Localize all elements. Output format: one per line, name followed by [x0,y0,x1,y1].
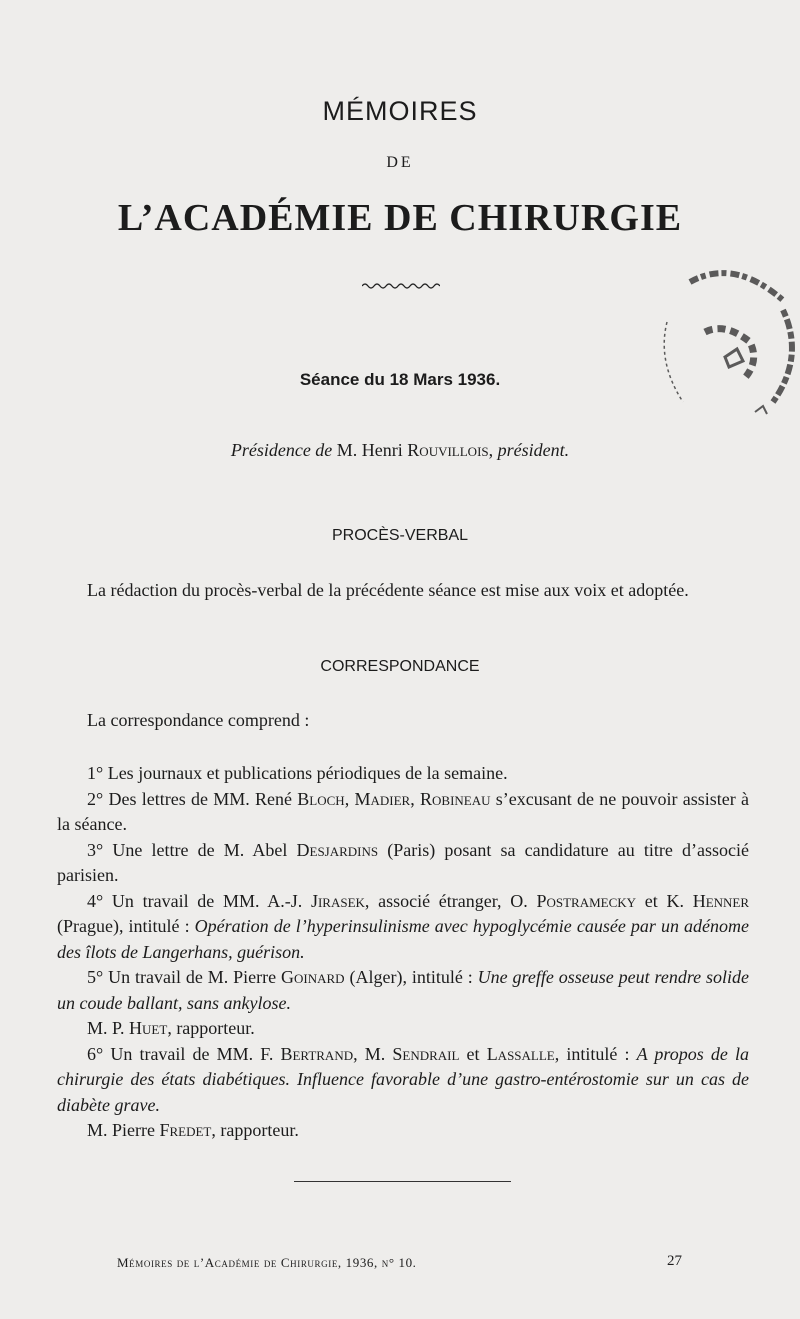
author-name: Henner [692,890,750,911]
correspondance-intro-block [57,708,749,734]
end-rule [294,1181,511,1182]
author-name: Goinard [281,967,345,987]
list-item-1: 1° Les journaux et publications périodiques de la semaine. [87,763,508,783]
president-honorific: M. Henri [336,440,403,460]
work-title: Une greffe osseuse peut rendre solide un coude ballant, sans ankylose. [57,967,750,1013]
president-role: président. [497,440,570,460]
author-name: Sendrail [392,1043,460,1064]
rapporteur-name: Huet [129,1018,168,1038]
author-name: Postramecky [536,890,637,911]
presidency-separator: , [488,440,494,460]
running-footer: Mémoires de l’Académie de Chirurgie, 1936, n° 10. [117,1255,417,1270]
proces-verbal-text: La rédaction du procès-verbal de la précédente séance est mise aux voix et adoptée. [87,580,689,600]
author-name: Bertrand [280,1043,354,1064]
rapporteur-name: Fredet [159,1120,212,1140]
list-item-2: 2° Des lettres de MM. René Bloch, Madier, Robineau s’excusant de ne pouvoir assister à la séance. [57,788,750,834]
work-title: A propos de la chirurgie des états diabétiques. Influence favorable d’une gastro-entérostomie sur un cas de diabète grave. [57,1043,749,1115]
author-name: Madier [354,788,411,809]
author-name: Bloch [297,788,345,809]
author-name: Lassalle [486,1043,555,1064]
library-stamp [655,262,800,427]
presidency-prefix: Présidence de [230,440,333,460]
section-heading-proces-verbal: PROCÈS-VERBAL [331,527,469,544]
section-heading-correspondance: CORRESPONDANCE [320,658,480,675]
list-item-6: 6° Un travail de MM. F. Bertrand, M. Sendrail et Lassalle, intitulé : A propos de la chirurgie des états diabétiques. Influence favorable d’une gastro-entérostomie sur un cas de diabète grave. [57,1043,749,1115]
president-surname: Rouvillois [407,440,489,460]
presidency-line [0,440,800,461]
list-item-3: 3° Une lettre de M. Abel Desjardins (Paris) posant sa candidature au titre d’associé parisien. [57,839,749,885]
rapporteur-5: M. P. Huet, rapporteur. [87,1018,255,1038]
page-number: 27 [667,1253,682,1269]
proces-verbal-block [57,578,749,604]
work-title: Opération de l’hyperinsulinisme avec hypoglycémie causée par un adénome des îlots de Langerhans, guérison. [57,916,749,962]
correspondance-intro: La correspondance comprend : [87,710,310,730]
rapporteur-6: M. Pierre Fredet, rapporteur. [87,1120,299,1140]
correspondance-list [57,761,749,1144]
journal-title-memoires: MÉMOIRES [322,96,478,126]
wavy-ornament [362,281,440,291]
author-name: Robineau [420,788,491,809]
session-date: Séance du 18 Mars 1936. [299,370,501,389]
journal-title-de: DE [386,154,414,171]
author-name: Desjardins [296,839,379,860]
journal-title-academie: L’ACADÉMIE DE CHIRURGIE [117,197,683,239]
list-item-5: 5° Un travail de M. Pierre Goinard (Alger), intitulé : Une greffe osseuse peut rendre solide un coude ballant, sans ankylose. [57,967,750,1013]
list-item-4: 4° Un travail de MM. A.-J. Jirasek, associé étranger, O. Postramecky et K. Henner (Prague), intitulé : Opération de l’hyperinsulinisme avec hypoglycémie causée par un adénome des îlots de Langerhans, guérison. [57,890,750,962]
author-name: Jirasek [310,890,365,911]
